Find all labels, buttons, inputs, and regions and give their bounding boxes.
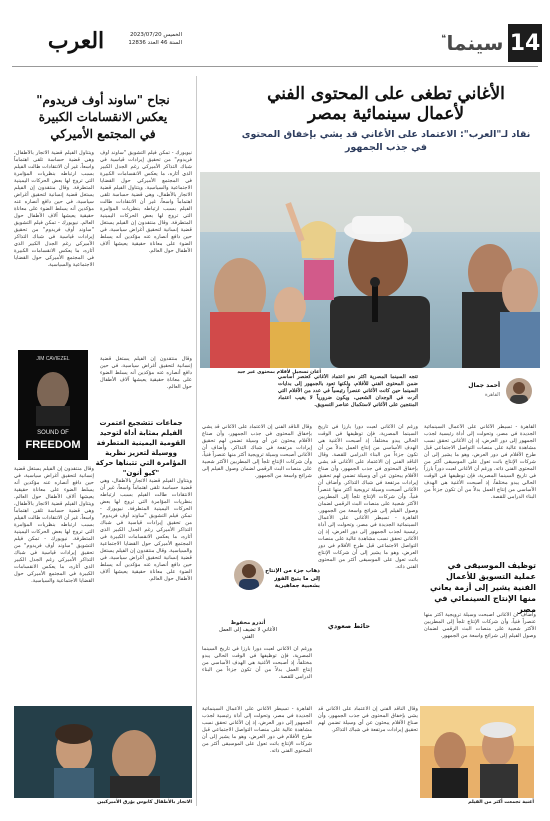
issue-number: السنة 46 العدد 12836 [128, 40, 182, 46]
main-photo-caption: أغان تسجيل لأفلام بمحتوى غير جيد [237, 370, 321, 375]
column-divider [196, 76, 197, 806]
side-column-4 [14, 466, 94, 700]
main-subheadline [238, 128, 534, 154]
section-title: سينما [446, 31, 504, 55]
side-column-3-text-2: نيويورك - تمكن فيلم التشويق "ساوند أوف فريدوم" من تحقيق إيرادات قياسية في شباك التذاكر الأميركي رغم الجدل الكبير الذي أثاره، ما يعكس الانقسامات الكبيرة في المجتمع الأميركي حول القضايا الاجتماعية والسياسية. [100, 506, 192, 554]
issue-info [112, 31, 182, 47]
side-column-1 [100, 150, 192, 350]
quote-name: أندرو محفوظ [230, 620, 266, 626]
page-number: 14 [508, 24, 542, 62]
poster-actor: JIM CAVIEZEL [36, 356, 70, 362]
author-city: القاهرة [485, 392, 500, 398]
poster-pull-quote: جماعات تتشجيع اعتمرت الفيلم بمثابة أداة لتوحيد القومية اليمينية المتطرفة ووسيلة لتعزيز نظرية المؤامرة التي تتبناها حركة "كيو أنون" [95, 419, 187, 477]
side-headline-line-1: نجاح "ساوند أوف فريدوم" [36, 93, 170, 107]
pull-quote: ذهاب جزء من الإنتاج إلى ما يتيح الفوز بشعبية جماهيرية [265, 568, 320, 589]
issue-date: الخميس 2023/07/20 [129, 32, 182, 38]
main-column-2-text-2: وقال الناقد الفني إن الاعتماد على الأغاني قد يشي بإخفاق المحتوى في جذب الجمهور، وأن صناع الأفلام يبحثون عن أي وسيلة تضمن لهم تحقيق إيرادات مرتفعة في شباك التذاكر. [318, 452, 418, 486]
side-column-1-mid [100, 356, 192, 414]
side-column-3 [100, 478, 192, 700]
main-column-2-lower-text: وقال الناقد الفني إن الاعتماد على الأغاني قد يشي بإخفاق المحتوى في جذب الجمهور، وأن صناع الأفلام يبحثون عن أي وسيلة تضمن لهم تحقيق إيرادات مرتفعة في شباك التذاكر. [318, 706, 418, 733]
main-column-3-bottom-text: القاهرة - تسيطر الأغاني على الأعمال السينمائية الجديدة في مصر، وتحولت إلى أداة رئيسية لجذب الجمهور إلى دور العرض، إذ إن الأغاني تحقق نسب مشاهدة عالية على منصات التواصل الاجتماعي قبل طرح الأفلام في دور العرض، وهو ما يشير إلى أن شركات الإنتاج باتت تعول على الموسيقى أكثر من المحتوى الفني ذاته. [202, 706, 312, 754]
bottom-right-photo [420, 706, 534, 798]
side-column-1-mid-text: وقال منتقدون إن الفيلم يستغل قضية إنسانية لتحقيق أغراض سياسية، في حين دافع أنصاره عنه مؤكدين أنه يسلط الضوء على معاناة حقيقية يعيشها آلاف الأطفال حول العالم. [100, 356, 192, 390]
intro-paragraph: تتجه السينما المصرية أكثر نحو اعتماد الأغاني كعنصر أساسي ضمن المحتوى الفني للأفلام، ولكنها تعود بالجمهور إلى بدايات السينما حين كانت الأغاني عنصراً رئيسياً في عدد من الأفلام التي أثرت في الوجدان الشعبي، ويكون ضرورياً لا يغيب اعتماد المنتجين على الأغاني لاستكمال عناصر التسويق. [278, 374, 418, 408]
movie-poster [18, 350, 88, 460]
side-story-photo-caption: الاتجار بالأطفال كابوس يؤرق الأميركيين [97, 800, 192, 805]
main-column-3-lower [202, 646, 312, 702]
concert-photo [200, 172, 540, 368]
side-column-1-text-2: ويتناول الفيلم قضية الاتجار بالأطفال، وهي قضية حساسة تلقى اهتماماً واسعاً، غير أن الانتقادات طالت الفيلم بسبب ارتباطه بنظريات المؤامرة التي تروج لها بعض الحركات اليمينية المتطرفة. [100, 185, 192, 226]
quote-attribution [218, 620, 278, 641]
side-column-4-text-2: ويتناول الفيلم قضية الاتجار بالأطفال، وهي قضية حساسة تلقى اهتماماً واسعاً، غير أن الانتقادات طالت الفيلم بسبب ارتباطه بنظريات المؤامرة التي تروج لها بعض الحركات اليمينية المتطرفة. [14, 501, 94, 542]
side-headline-line-3: في المجتمع الأميركي [50, 127, 156, 141]
author-avatar [506, 378, 532, 404]
main-column-3-lower-text: ورغم أن الأغاني لعبت دوراً بارزاً في تاريخ السينما المصرية، فإن توظيفها في الوقت الحالي يبدو مختلفاً، إذ أصبحت الأغنية هي الهدف الأساسي من إنتاج العمل بدلاً من أن تكون جزءاً من البناء الدرامي للقصة. [202, 646, 312, 680]
side-column-4-text-3: نيويورك - تمكن فيلم التشويق "ساوند أوف فريدوم" من تحقيق إيرادات قياسية في شباك التذاكر الأميركي رغم الجدل الكبير الذي أثاره، ما يعكس الانقسامات الكبيرة في المجتمع الأميركي حول القضايا الاجتماعية والسياسية. [14, 536, 94, 584]
main-column-2-lower [318, 706, 418, 800]
side-column-2-text-2: وقال منتقدون إن الفيلم يستغل قضية إنسانية لتحقيق أغراض سياسية، في حين دافع أنصاره عنه مؤكدين أنه يسلط الضوء على معاناة حقيقية يعيشها آلاف الأطفال حول العالم. [14, 185, 94, 226]
main-column-3 [202, 424, 312, 554]
side-column-2 [14, 150, 94, 346]
masthead-logo: العرب [42, 26, 110, 56]
headline-line-1: الأغاني تطغى على المحتوى الفني [267, 84, 505, 104]
subhead-line-1: نقاد لـ"العرب": الاعتماد على الأغاني قد يشي بإخفاق المحتوى [241, 129, 531, 140]
author-box [424, 374, 536, 420]
side-column-3-text: ويتناول الفيلم قضية الاتجار بالأطفال، وهي قضية حساسة تلقى اهتماماً واسعاً، غير أن الانتقادات طالت الفيلم بسبب ارتباطه بنظريات المؤامرة التي تروج لها بعض الحركات اليمينية المتطرفة. [100, 478, 192, 512]
bottom-right-photo-caption: أغنية تجمعت أكثر من الفيلم [468, 800, 534, 805]
section-heading-wall: حائط صعودي [327, 622, 370, 630]
side-story-photo [14, 706, 192, 798]
side-column-2-text-3: نيويورك - تمكن فيلم التشويق "ساوند أوف فريدوم" من تحقيق إيرادات قياسية في شباك التذاكر الأميركي رغم الجدل الكبير الذي أثاره، ما يعكس الانقسامات الكبيرة في المجتمع الأميركي حول القضايا الاجتماعية والسياسية. [14, 220, 94, 268]
side-column-4-text: وقال منتقدون إن الفيلم يستغل قضية إنسانية لتحقيق أغراض سياسية، في حين دافع أنصاره عنه مؤكدين أنه يسلط الضوء على معاناة حقيقية يعيشها آلاف الأطفال حول العالم. [14, 466, 94, 500]
main-column-1 [424, 424, 536, 556]
poster-title-line-2: FREEDOM [25, 439, 81, 451]
quote-mark-icon: ❝ [441, 34, 446, 44]
main-column-2 [318, 424, 418, 700]
poster-title-line-1: SOUND OF [37, 430, 69, 436]
subhead-line-2: في جذب الجمهور [344, 142, 428, 153]
headline-line-2: لأعمال سينمائية بمصر [307, 104, 465, 124]
side-column-1-text: نيويورك - تمكن فيلم التشويق "ساوند أوف فريدوم" من تحقيق إيرادات قياسية في شباك التذاكر الأميركي رغم الجدل الكبير الذي أثاره، ما يعكس الانقسامات الكبيرة في المجتمع الأميركي حول القضايا الاجتماعية والسياسية. [100, 150, 192, 191]
main-column-2-text: ورغم أن الأغاني لعبت دوراً بارزاً في تاريخ السينما المصرية، فإن توظيفها في الوقت الحالي يبدو مختلفاً، إذ أصبحت الأغنية هي الهدف الأساسي من إنتاج العمل بدلاً من أن تكون جزءاً من البناء الدرامي للقصة. [318, 424, 418, 458]
header-rule [12, 66, 538, 67]
main-column-1-lower [424, 612, 536, 702]
main-story-photo [200, 172, 540, 368]
main-column-2-text-3: وأضاف أن الأغاني أصبحت وسيلة ترويجية أكثر منها عنصراً فنياً، وأن شركات الإنتاج تلجأ إلى المطربين الأكثر شعبية على منصات البث الرقمي لضمان وصول الفيلم إلى شرائح واسعة من الجمهور. [318, 480, 418, 514]
quote-title: الأغاني لا تضيف إلى العمل الفني [219, 627, 277, 640]
quote-avatar [234, 560, 264, 590]
highlight-subheading: توظيف الموسيقى في عملية التسويق للأعمال الفنية يشير إلى أزمة يعاني منها الإنتاج السينمائي في مصر [429, 561, 536, 614]
side-column-2-text: ويتناول الفيلم قضية الاتجار بالأطفال، وهي قضية حساسة تلقى اهتماماً واسعاً، غير أن الانتقادات طالت الفيلم بسبب ارتباطه بنظريات المؤامرة التي تروج لها بعض الحركات اليمينية المتطرفة. [14, 150, 94, 191]
main-column-3-bottom [202, 706, 312, 800]
main-column-1-text: القاهرة - تسيطر الأغاني على الأعمال السينمائية الجديدة في مصر، وتحولت إلى أداة رئيسية لجذب الجمهور إلى دور العرض، إذ إن الأغاني تحقق نسب مشاهدة عالية على منصات التواصل الاجتماعي قبل طرح الأفلام في دور العرض، وهو ما يشير إلى أن شركات الإنتاج باتت تعول على الموسيقى أكثر من المحتوى الفني ذاته. [424, 424, 536, 472]
main-headline [234, 84, 538, 124]
main-column-3-text: وقال الناقد الفني إن الاعتماد على الأغاني قد يشي بإخفاق المحتوى في جذب الجمهور، وأن صناع الأفلام يبحثون عن أي وسيلة تضمن لهم تحقيق إيرادات مرتفعة في شباك التذاكر. [202, 424, 312, 451]
side-headline-line-2: يعكس الانقسامات الكبيرة [38, 110, 168, 124]
main-column-1-text-2: ورغم أن الأغاني لعبت دوراً بارزاً في تاريخ السينما المصرية، فإن توظيفها في الوقت الحالي يبدو مختلفاً، إذ أصبحت الأغنية هي الهدف الأساسي من إنتاج العمل بدلاً من أن تكون جزءاً من البناء الدرامي للقصة. [424, 466, 536, 500]
main-column-2-text-4: القاهرة - تسيطر الأغاني على الأعمال السينمائية الجديدة في مصر، وتحولت إلى أداة رئيسية لجذب الجمهور إلى دور العرض، إذ إن الأغاني تحقق نسب مشاهدة عالية على منصات التواصل الاجتماعي قبل طرح الأفلام في دور العرض، وهو ما يشير إلى أن شركات الإنتاج باتت تعول على الموسيقى أكثر من المحتوى الفني ذاته. [318, 515, 418, 570]
author-name: أحمد جمال [468, 382, 500, 389]
side-story-headline [14, 92, 192, 143]
side-column-1-text-3: وقال منتقدون إن الفيلم يستغل قضية إنسانية لتحقيق أغراض سياسية، في حين دافع أنصاره عنه مؤكدين أنه يسلط الضوء على معاناة حقيقية يعيشها آلاف الأطفال حول العالم. [100, 220, 192, 254]
side-column-3-text-3: وقال منتقدون إن الفيلم يستغل قضية إنسانية لتحقيق أغراض سياسية، في حين دافع أنصاره عنه مؤكدين أنه يسلط الضوء على معاناة حقيقية يعيشها آلاف الأطفال حول العالم. [100, 548, 192, 582]
main-column-3-text-2: وأضاف أن الأغاني أصبحت وسيلة ترويجية أكثر منها عنصراً فنياً، وأن شركات الإنتاج تلجأ إلى المطربين الأكثر شعبية على منصات البث الرقمي لضمان وصول الفيلم إلى شرائح واسعة من الجمهور. [202, 445, 312, 479]
main-column-1-lower-text: وأضاف أن الأغاني أصبحت وسيلة ترويجية أكثر منها عنصراً فنياً، وأن شركات الإنتاج تلجأ إلى المطربين الأكثر شعبية على منصات البث الرقمي لضمان وصول الفيلم إلى شرائح واسعة من الجمهور. [424, 612, 536, 639]
